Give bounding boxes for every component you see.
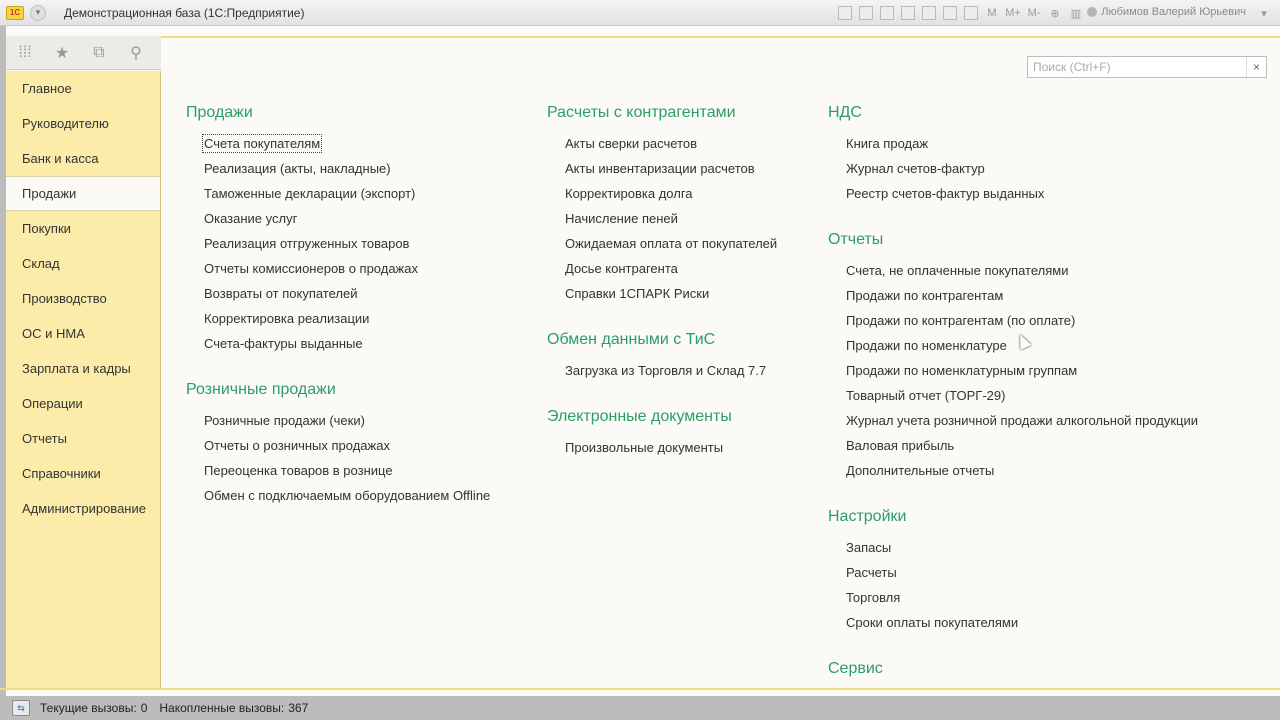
link-sales-by-counterparty-payment[interactable]: Продажи по контрагентам (по оплате) (846, 313, 1076, 328)
section-title-service: Сервис (828, 660, 883, 677)
section-title-vat: НДС (828, 104, 862, 121)
search-box (1027, 56, 1267, 78)
favorites-star-icon[interactable]: ★ (54, 44, 70, 62)
memory-minus-button[interactable]: M- (1027, 7, 1041, 19)
link-services[interactable]: Оказание услуг (204, 211, 298, 226)
link-sales-by-counterparty[interactable]: Продажи по контрагентам (846, 288, 1004, 303)
section-title-sales: Продажи (186, 104, 253, 121)
link-spark-risks[interactable]: Справки 1СПАРК Риски (565, 286, 710, 301)
sections-sidebar (6, 71, 161, 689)
link-sales-acts[interactable]: Реализация (акты, накладные) (204, 161, 391, 176)
performance-icon[interactable]: ⇆ (12, 700, 30, 716)
section-title-tis-exchange: Обмен данными с ТиС (547, 331, 716, 348)
save-icon[interactable] (838, 6, 852, 20)
clear-icon[interactable]: × (1246, 57, 1266, 77)
search-icon[interactable]: ⚲ (130, 44, 142, 62)
link-expected-payment[interactable]: Ожидаемая оплата от покупателей (565, 236, 778, 251)
sidebar-item-bank[interactable]: Банк и касса (22, 151, 99, 166)
section-title-settlements: Расчеты с контрагентами (547, 104, 736, 121)
link-sales-by-item-group[interactable]: Продажи по номенклатурным группам (846, 363, 1078, 378)
total-calls-value: 367 (288, 701, 309, 715)
sidebar-item-operations[interactable]: Операции (22, 396, 83, 411)
link-retail-reports[interactable]: Отчеты о розничных продажах (204, 438, 390, 453)
preview-icon[interactable] (880, 6, 894, 20)
main-menu-button[interactable]: ▾ (30, 5, 46, 21)
link-sales-by-item[interactable]: Продажи по номенклатуре (846, 338, 1007, 353)
status-bar (0, 696, 1280, 720)
link-gross-profit[interactable]: Валовая прибыль (846, 438, 955, 453)
status-separator (0, 688, 1280, 690)
user-name: Любимов Валерий Юрьевич (1101, 6, 1246, 18)
upload-icon[interactable] (901, 6, 915, 20)
sidebar-item-administration[interactable]: Администрирование (22, 501, 146, 516)
print-icon[interactable] (859, 6, 873, 20)
memory-m-button[interactable]: M (987, 7, 997, 19)
section-title-retail: Розничные продажи (186, 381, 336, 398)
grid-icon[interactable] (964, 6, 978, 20)
current-user[interactable] (1087, 6, 1246, 18)
sidebar-item-purchases[interactable]: Покупки (22, 221, 71, 236)
sidebar-item-main[interactable]: Главное (22, 81, 72, 96)
memory-plus-button[interactable]: M+ (1005, 7, 1021, 19)
link-load-from-tis[interactable]: Загрузка из Торговля и Склад 7.7 (565, 363, 767, 378)
link-customer-invoices[interactable]: Счета покупателям (204, 136, 321, 151)
section-title-edocs: Электронные документы (547, 408, 732, 425)
link-invoice-journal[interactable]: Журнал счетов-фактур (846, 161, 985, 176)
link-additional-reports[interactable]: Дополнительные отчеты (846, 463, 995, 478)
app-logo: 1С (6, 6, 24, 20)
title-bar (0, 0, 1280, 26)
user-icon (1087, 7, 1097, 17)
section-panel (161, 38, 1280, 688)
link-alcohol-journal[interactable]: Журнал учета розничной продажи алкогольной продукции (846, 413, 1199, 428)
link-reconciliation-acts[interactable]: Акты сверки расчетов (565, 136, 698, 151)
sidebar-item-warehouse[interactable]: Склад (22, 256, 60, 271)
chevron-down-icon[interactable]: ▾ (1261, 7, 1267, 20)
sidebar-item-assets[interactable]: ОС и НМА (22, 326, 85, 341)
link-inventory-acts[interactable]: Акты инвентаризации расчетов (565, 161, 755, 176)
link-torg-29[interactable]: Товарный отчет (ТОРГ-29) (846, 388, 1006, 403)
section-title-reports: Отчеты (828, 231, 884, 248)
link-retail-receipts[interactable]: Розничные продажи (чеки) (204, 413, 365, 428)
total-calls-label: Накопленные вызовы: (159, 701, 285, 715)
window-title: Демонстрационная база (1С:Предприятие) (64, 5, 305, 20)
sidebar-item-production[interactable]: Производство (22, 291, 107, 306)
current-calls-value: 0 (140, 701, 148, 715)
history-icon[interactable]: ⧉ (93, 43, 105, 61)
link-settings-stock[interactable]: Запасы (846, 540, 892, 555)
link-issued-invoices[interactable]: Счета-фактуры выданные (204, 336, 363, 351)
section-title-settings: Настройки (828, 508, 907, 525)
toolbar-icons (836, 4, 1085, 22)
link-counterparty-dossier[interactable]: Досье контрагента (565, 261, 678, 276)
calendar-icon[interactable] (943, 6, 957, 20)
link-settings-trade[interactable]: Торговля (846, 590, 901, 605)
sidebar-item-catalogs[interactable]: Справочники (22, 466, 101, 481)
link-customer-returns[interactable]: Возвраты от покупателей (204, 286, 358, 301)
link-arbitrary-documents[interactable]: Произвольные документы (565, 440, 724, 455)
link-offline-equipment[interactable]: Обмен с подключаемым оборудованием Offline (204, 488, 491, 503)
mail-icon[interactable] (922, 6, 936, 20)
zoom-icon[interactable]: ⊕ (1050, 7, 1060, 20)
sidebar-item-manager[interactable]: Руководителю (22, 116, 109, 131)
link-penalties[interactable]: Начисление пеней (565, 211, 678, 226)
link-customs-declarations[interactable]: Таможенные декларации (экспорт) (204, 186, 416, 201)
link-payment-terms[interactable]: Сроки оплаты покупателями (846, 615, 1019, 630)
link-shipped-goods[interactable]: Реализация отгруженных товаров (204, 236, 410, 251)
sidebar-toolbar (6, 36, 161, 70)
current-calls-label: Текущие вызовы: (40, 701, 137, 715)
link-sales-correction[interactable]: Корректировка реализации (204, 311, 370, 326)
sidebar-item-reports[interactable]: Отчеты (22, 431, 67, 446)
search-input[interactable] (1028, 60, 1246, 74)
link-settings-settlements[interactable]: Расчеты (846, 565, 897, 580)
link-retail-revaluation[interactable]: Переоценка товаров в рознице (204, 463, 393, 478)
link-debt-correction[interactable]: Корректировка долга (565, 186, 693, 201)
sidebar-item-sales[interactable]: Продажи (6, 176, 160, 211)
panels-icon[interactable]: ▥ (1070, 7, 1082, 20)
link-sales-book[interactable]: Книга продаж (846, 136, 929, 151)
link-commission-reports[interactable]: Отчеты комиссионеров о продажах (204, 261, 418, 276)
apps-grid-icon[interactable]: ⁞⁞⁞ (18, 43, 32, 61)
sidebar-item-payroll[interactable]: Зарплата и кадры (22, 361, 131, 376)
link-unpaid-invoices[interactable]: Счета, не оплаченные покупателями (846, 263, 1069, 278)
link-invoice-registry[interactable]: Реестр счетов-фактур выданных (846, 186, 1045, 201)
